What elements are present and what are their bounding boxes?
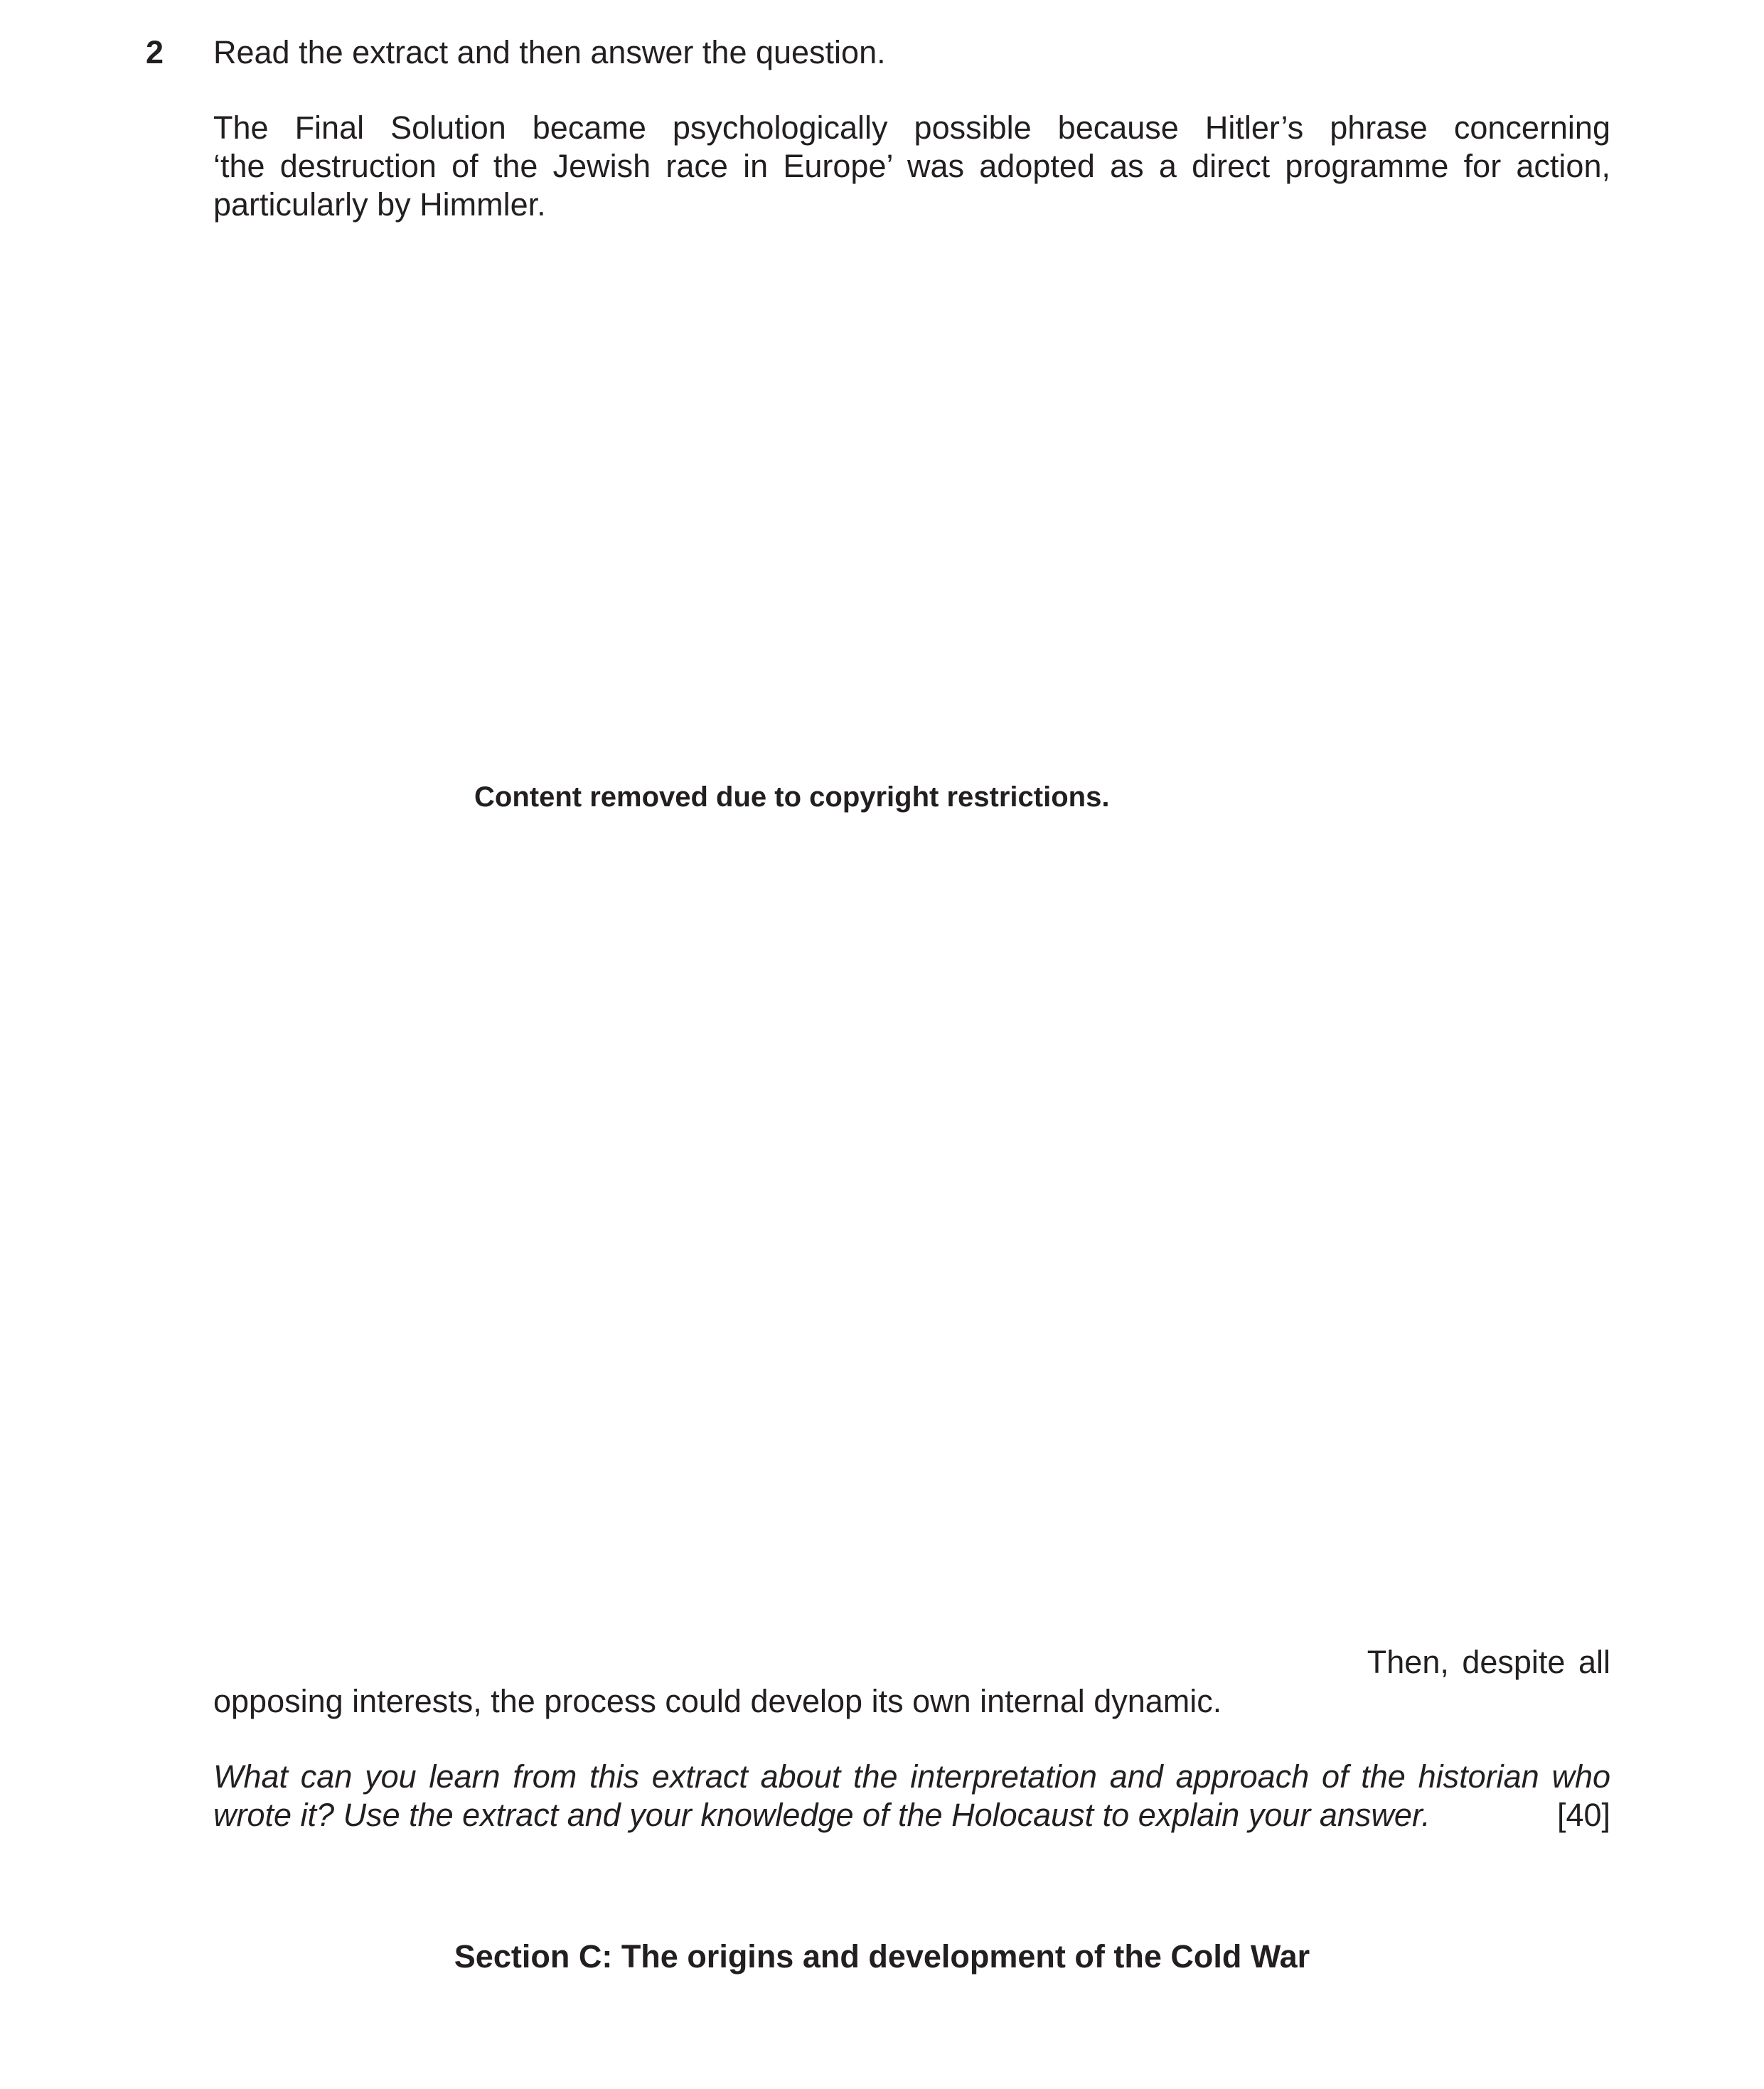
extract-line: ‘the destruction of the Jewish race in Europe’ was adopted as a direct programme for action, <box>213 148 1610 184</box>
question-number: 2 <box>146 34 164 70</box>
extract-paragraph-2-line-1: Then, despite all <box>1367 1644 1610 1680</box>
question-prompt-line: What can you learn from this extract about the interpretation and approach of the historian who <box>213 1758 1610 1795</box>
extract-line: The Final Solution became psychologically possible because Hitler’s phrase concerning <box>213 109 1610 146</box>
question-prompt-text: wrote it? Use the extract and your knowledge of the Holocaust to explain your answer. <box>213 1797 1431 1833</box>
extract-paragraph-1 <box>213 109 1610 224</box>
copyright-notice: Content removed due to copyright restrictions. <box>474 781 1110 813</box>
question-prompt <box>213 1758 1610 1834</box>
marks-label: [40] <box>1556 1797 1610 1833</box>
extract-paragraph-2-line-2: opposing interests, the process could develop its own internal dynamic. <box>213 1683 1222 1719</box>
question-instruction: Read the extract and then answer the question. <box>213 34 886 70</box>
extract-line: particularly by Himmler. <box>213 186 546 223</box>
section-heading: Section C: The origins and development of the Cold War <box>454 1938 1310 1975</box>
question-prompt-line-2 <box>213 1796 1610 1834</box>
